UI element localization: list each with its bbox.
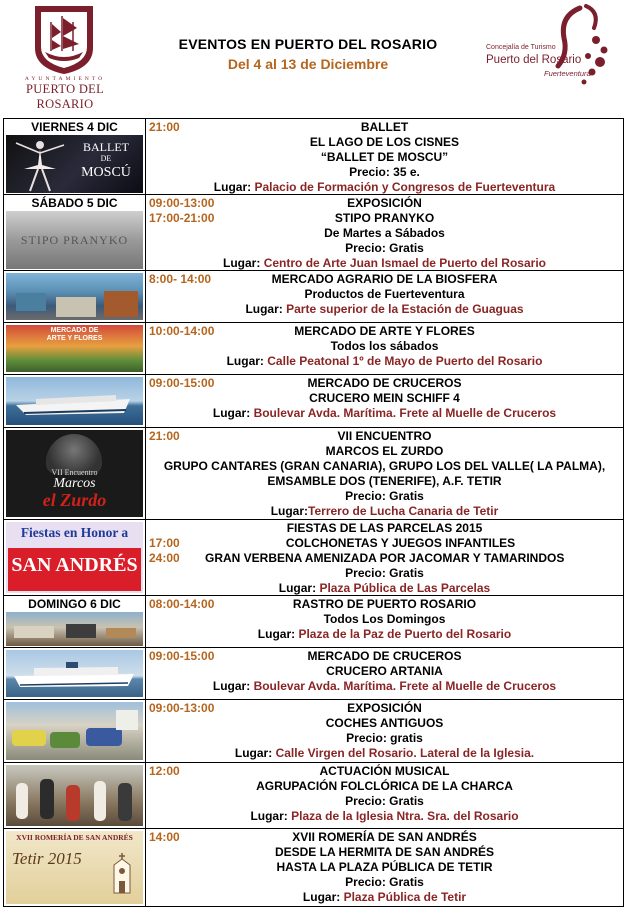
location-text: Terrero de Lucha Canaria de Tetir	[308, 504, 499, 518]
schedule-text: COLCHONETAS Y JUEGOS INFANTILES	[285, 536, 516, 550]
event-line: De Martes a Sábados	[324, 226, 445, 240]
event-details	[146, 119, 623, 194]
romeria-poster-image	[6, 831, 143, 904]
stipo-poster-text: STIPO PRANYKO	[20, 233, 129, 247]
market-photo	[6, 273, 143, 320]
event-details	[146, 829, 623, 906]
location-label: Lugar:	[257, 627, 296, 641]
event-location	[149, 679, 620, 694]
event-left-cell	[4, 596, 146, 647]
turismo-logo	[484, 2, 624, 102]
event-details	[146, 428, 623, 519]
classic-cars-photo	[6, 702, 143, 760]
event-time: 21:00	[149, 429, 180, 443]
schedule-line	[149, 536, 620, 551]
event-row-mercado-agrario	[3, 271, 624, 323]
event-left-cell	[4, 763, 146, 828]
location-text: Plaza Pública de Tetir	[343, 890, 467, 904]
event-left-cell	[4, 271, 146, 322]
romeria-poster-text-2: Tetir 2015	[12, 849, 82, 868]
marcos-poster-image	[6, 430, 143, 517]
ayuntamiento-logo	[6, 2, 124, 111]
event-left-cell	[4, 648, 146, 699]
event-left-cell	[4, 375, 146, 427]
event-line: COCHES ANTIGUOS	[325, 716, 444, 730]
schedule-text: GRAN VERBENA AMENIZADA POR JACOMAR Y TAMARINDOS	[205, 551, 565, 565]
cruise-ship-photo	[6, 377, 143, 425]
cruise-artania-photo	[6, 650, 143, 697]
ballet-poster-text-1: BALLET	[83, 140, 129, 154]
event-time: 17:00-21:00	[149, 211, 215, 225]
ballet-poster-image	[6, 135, 143, 193]
location-label: Lugar:	[234, 746, 273, 760]
event-line: EXPOSICIÓN	[347, 196, 422, 210]
marcos-poster-text-2: Marcos	[53, 476, 96, 491]
event-line: Precio: Gratis	[345, 794, 424, 808]
event-left-cell	[4, 119, 146, 194]
location-text: Palacio de Formación y Congresos de Fuerteventura	[254, 180, 556, 194]
event-location	[149, 504, 620, 519]
event-line: GRUPO CANTARES (GRAN CANARIA), GRUPO LOS DEL VALLE( LA PALMA), EMSAMBLE DOS (TENERIFE), A.F. TETIR	[163, 459, 606, 488]
event-left-cell	[4, 428, 146, 519]
event-time: 24:00	[149, 551, 180, 565]
schedule-line	[149, 551, 620, 566]
event-details	[146, 271, 623, 322]
event-line: STIPO PRANYKO	[334, 211, 435, 225]
event-time: 09:00-15:00	[149, 649, 215, 663]
location-label: Lugar:	[302, 890, 341, 904]
event-line: CRUCERO MEIN SCHIFF 4	[309, 391, 460, 405]
page-header	[0, 0, 627, 118]
event-row-actuacion-musical	[3, 763, 624, 829]
title-block	[130, 36, 486, 72]
cruise-ship-icon	[6, 377, 142, 425]
event-line: MERCADO DE CRUCEROS	[307, 649, 462, 663]
event-line: MERCADO DE CRUCEROS	[307, 376, 462, 390]
san-andres-poster-text-1: Fiestas en Honor a	[20, 525, 129, 540]
event-line: HASTA LA PLAZA PÚBLICA DE TETIR	[276, 860, 493, 874]
event-row-fiestas-parcelas	[3, 520, 624, 596]
event-row-rastro	[3, 596, 624, 648]
event-left-cell	[4, 520, 146, 595]
event-location	[149, 890, 620, 905]
event-line: VII ENCUENTRO	[337, 429, 432, 443]
event-line: Precio: Gratis	[345, 241, 424, 255]
logo-left-top-text: AYUNTAMIENTO	[24, 76, 106, 82]
event-time: 14:00	[149, 830, 180, 844]
event-time: 21:00	[149, 120, 180, 134]
event-line: Precio: Gratis	[345, 566, 424, 580]
event-row-crucero-mein-schiff	[3, 375, 624, 428]
marcos-poster-text-3: el Zurdo	[42, 490, 107, 510]
page-title: EVENTOS EN PUERTO DEL ROSARIO	[178, 36, 438, 52]
event-row-crucero-artania	[3, 648, 624, 700]
events-table	[3, 118, 624, 907]
location-label: Lugar:	[212, 406, 251, 420]
event-location	[149, 627, 620, 642]
location-label: Lugar:	[250, 809, 288, 823]
location-text: Plaza de la Paz de Puerto del Rosario	[298, 627, 512, 641]
location-label: Lugar:	[213, 180, 252, 194]
location-text: Plaza Pública de Las Parcelas	[319, 581, 491, 595]
event-line: AGRUPACIÓN FOLCLÓRICA DE LA CHARCA	[256, 779, 513, 793]
event-details	[146, 700, 623, 762]
event-line: ACTUACIÓN MUSICAL	[319, 764, 450, 778]
logo-right-line2: Puerto del Rosario	[486, 54, 582, 66]
arte-flores-text-1: MERCADO DE	[50, 327, 99, 334]
cruise-ship-icon	[6, 650, 142, 697]
event-row-romeria	[3, 829, 624, 907]
folk-dance-photo	[6, 765, 143, 826]
location-label: Lugar:	[212, 679, 251, 693]
event-line: FIESTAS DE LAS PARCELAS 2015	[286, 521, 483, 535]
event-line: DESDE LA HERMITA DE SAN ANDRÉS	[274, 845, 495, 859]
location-text: Calle Virgen del Rosario. Lateral de la Iglesia.	[275, 746, 535, 760]
event-row-marcos-zurdo	[3, 428, 624, 520]
event-location	[149, 354, 620, 369]
event-line: Todos Los Domingos	[323, 612, 446, 626]
event-row-coches-antiguos	[3, 700, 624, 763]
event-row-stipo	[3, 195, 624, 271]
event-details	[146, 520, 623, 595]
location-text: Calle Peatonal 1º de Mayo de Puerto del Rosario	[267, 354, 543, 368]
event-row-ballet	[3, 119, 624, 195]
event-row-arte-flores	[3, 323, 624, 375]
arte-flores-text-2: ARTE Y FLORES	[46, 335, 103, 342]
event-time: 09:00-13:00	[149, 196, 215, 210]
ship-crest-icon	[29, 2, 99, 76]
event-line: RASTRO DE PUERTO ROSARIO	[292, 597, 477, 611]
romeria-poster-text-1: XVII ROMERÍA DE SAN ANDRÉS	[16, 833, 133, 842]
event-left-cell	[4, 829, 146, 906]
ballet-poster-text-3: MOSCÚ	[81, 165, 131, 180]
event-left-cell	[4, 195, 146, 270]
event-line: Productos de Fuerteventura	[304, 287, 465, 301]
event-line: CRUCERO ARTANIA	[326, 664, 443, 678]
location-label: Lugar:	[278, 581, 317, 595]
event-location	[149, 809, 620, 824]
event-details	[146, 323, 623, 374]
event-time: 12:00	[149, 764, 180, 778]
day-label: DOMINGO 6 DIC	[28, 597, 121, 611]
event-left-cell	[4, 700, 146, 762]
san-andres-poster-image	[6, 522, 143, 593]
day-label: VIERNES 4 DIC	[31, 120, 118, 134]
location-text: Boulevar Avda. Marítima. Frete al Muelle de Cruceros	[253, 406, 557, 420]
event-line: Precio: gratis	[346, 731, 423, 745]
event-line: XVII ROMERÍA DE SAN ANDRÉS	[292, 830, 477, 844]
event-location	[149, 302, 620, 317]
event-line: MERCADO AGRARIO DE LA BIOSFERA	[271, 272, 498, 286]
day-label: SÁBADO 5 DIC	[31, 196, 118, 210]
event-line: BALLET	[360, 120, 409, 134]
event-location	[149, 180, 620, 195]
location-label: Lugar:	[245, 302, 283, 316]
location-label: Lugar:	[226, 354, 264, 368]
event-line: MARCOS EL ZURDO	[325, 444, 444, 458]
location-label: Lugar:	[223, 256, 261, 270]
logo-left-name: PUERTO DEL ROSARIO	[25, 82, 105, 111]
stipo-poster-image	[6, 211, 143, 269]
event-line: EL LAGO DE LOS CISNES	[309, 135, 460, 149]
ballerina-icon	[10, 135, 70, 193]
turismo-mark-icon	[550, 2, 612, 94]
location-text: Centro de Arte Juan Ismael de Puerto del Rosario	[263, 256, 546, 270]
event-line: Precio: Gratis	[345, 489, 424, 503]
location-text: Plaza de la Iglesia Ntra. Sra. del Rosario	[291, 809, 519, 823]
location-label: Lugar:	[270, 504, 309, 518]
event-line: Precio: 35 e.	[349, 165, 420, 179]
event-time: 10:00-14:00	[149, 324, 215, 338]
event-line: “BALLET DE MOSCU”	[320, 150, 449, 164]
event-details	[146, 648, 623, 699]
ballet-poster-text-2: DE	[100, 154, 112, 163]
event-time: 8:00- 14:00	[149, 272, 212, 286]
page-subtitle: Del 4 al 13 de Diciembre	[227, 56, 389, 72]
location-text: Boulevar Avda. Marítima. Frete al Muelle de Cruceros	[253, 679, 557, 693]
event-line: Todos los sábados	[330, 339, 439, 353]
event-details	[146, 763, 623, 828]
san-andres-poster-text-2: SAN ANDRÉS	[11, 554, 138, 576]
marcos-poster-text-1: VII Encuentro	[51, 468, 98, 477]
event-line: EXPOSICIÓN	[347, 701, 422, 715]
event-time: 17:00	[149, 536, 180, 550]
location-text: Parte superior de la Estación de Guaguas	[286, 302, 524, 316]
rastro-photo	[6, 612, 143, 646]
event-details	[146, 375, 623, 427]
event-location	[149, 406, 620, 421]
church-icon	[102, 851, 142, 895]
logo-right-line3: Fuerteventura	[544, 69, 591, 78]
event-time: 08:00-14:00	[149, 597, 215, 611]
logo-right-line1: Concejalía de Turismo	[486, 44, 556, 51]
event-line: Precio: Gratis	[345, 875, 424, 889]
event-time: 09:00-13:00	[149, 701, 215, 715]
event-details	[146, 195, 623, 270]
arte-flores-poster-image	[6, 325, 143, 372]
event-location	[149, 256, 620, 271]
event-line: MERCADO DE ARTE Y FLORES	[294, 324, 475, 338]
event-details	[146, 596, 623, 647]
event-location	[149, 746, 620, 761]
event-location	[149, 581, 620, 596]
event-left-cell	[4, 323, 146, 374]
event-time: 09:00-15:00	[149, 376, 215, 390]
